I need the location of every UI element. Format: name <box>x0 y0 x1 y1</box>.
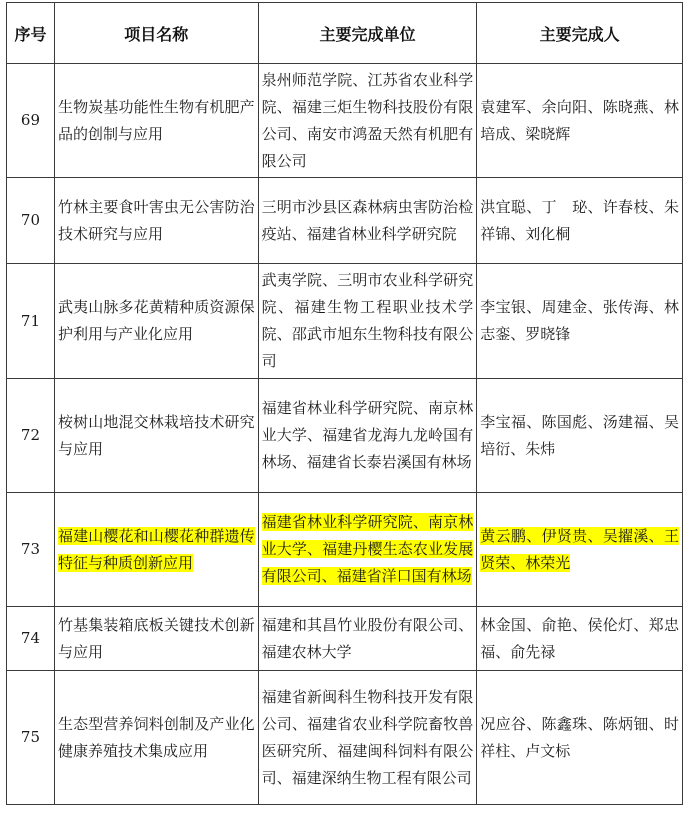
header-project: 项目名称 <box>54 3 258 64</box>
project-name: 生态型营养饲料创制及产业化健康养殖技术集成应用 <box>54 671 258 805</box>
completion-people <box>477 493 683 607</box>
row-number: 73 <box>7 493 55 607</box>
row-number: 71 <box>7 264 55 379</box>
project-name: 竹林主要食叶害虫无公害防治技术研究与应用 <box>54 178 258 264</box>
table-row <box>7 178 683 264</box>
completion-people: 袁建军、余向阳、陈晓燕、林培成、梁晓辉 <box>477 64 683 178</box>
completion-units: 福建省林业科学研究院、南京林业大学、福建省龙海九龙岭国有林场、福建省长泰岩溪国有林场 <box>258 379 477 493</box>
table-row <box>7 64 683 178</box>
project-name <box>54 493 258 607</box>
completion-units: 福建和其昌竹业股份有限公司、福建农林大学 <box>258 607 477 671</box>
completion-units <box>258 493 477 607</box>
row-number: 72 <box>7 379 55 493</box>
completion-units: 武夷学院、三明市农业科学研究院、福建生物工程职业技术学院、邵武市旭东生物科技有限公司 <box>258 264 477 379</box>
award-table <box>6 2 683 805</box>
project-name: 武夷山脉多花黄精种质资源保护利用与产业化应用 <box>54 264 258 379</box>
completion-people: 李宝福、陈国彪、汤建福、吴培衍、朱炜 <box>477 379 683 493</box>
project-name: 竹基集装箱底板关键技术创新与应用 <box>54 607 258 671</box>
completion-people: 林金国、俞艳、侯伦灯、郑忠福、俞先禄 <box>477 607 683 671</box>
row-number: 75 <box>7 671 55 805</box>
highlighted-text: 福建山樱花和山樱花种群遗传特征与种质创新应用 <box>57 526 255 572</box>
header-no: 序号 <box>7 3 55 64</box>
header-units: 主要完成单位 <box>258 3 477 64</box>
completion-units: 福建省新闽科生物科技开发有限公司、福建省农业科学院畜牧兽医研究所、福建闽科饲料有限公司、福建深纳生物工程有限公司 <box>258 671 477 805</box>
table-row <box>7 379 683 493</box>
header-people: 主要完成人 <box>477 3 683 64</box>
table-row <box>7 264 683 379</box>
highlighted-text: 黄云鹏、伊贤贵、吴擢溪、王贤荣、林荣光 <box>480 526 679 572</box>
table-row-highlighted <box>7 493 683 607</box>
completion-people: 洪宜聪、丁 珌、许春枝、朱祥锦、刘化桐 <box>477 178 683 264</box>
table-row <box>7 607 683 671</box>
completion-people: 李宝银、周建金、张传海、林志銮、罗晓锋 <box>477 264 683 379</box>
header-row <box>7 3 683 64</box>
highlighted-text: 福建省林业科学研究院、南京林业大学、福建丹樱生态农业发展有限公司、福建省洋口国有林场 <box>261 513 474 585</box>
table-row <box>7 671 683 805</box>
completion-units: 泉州师范学院、江苏省农业科学院、福建三炬生物科技股份有限公司、南安市鸿盈天然有机肥有限公司 <box>258 64 477 178</box>
completion-units: 三明市沙县区森林病虫害防治检疫站、福建省林业科学研究院 <box>258 178 477 264</box>
project-name: 桉树山地混交林栽培技术研究与应用 <box>54 379 258 493</box>
project-name: 生物炭基功能性生物有机肥产品的创制与应用 <box>54 64 258 178</box>
row-number: 74 <box>7 607 55 671</box>
completion-people: 况应谷、陈鑫珠、陈炳钿、时祥柱、卢文标 <box>477 671 683 805</box>
row-number: 70 <box>7 178 55 264</box>
row-number: 69 <box>7 64 55 178</box>
